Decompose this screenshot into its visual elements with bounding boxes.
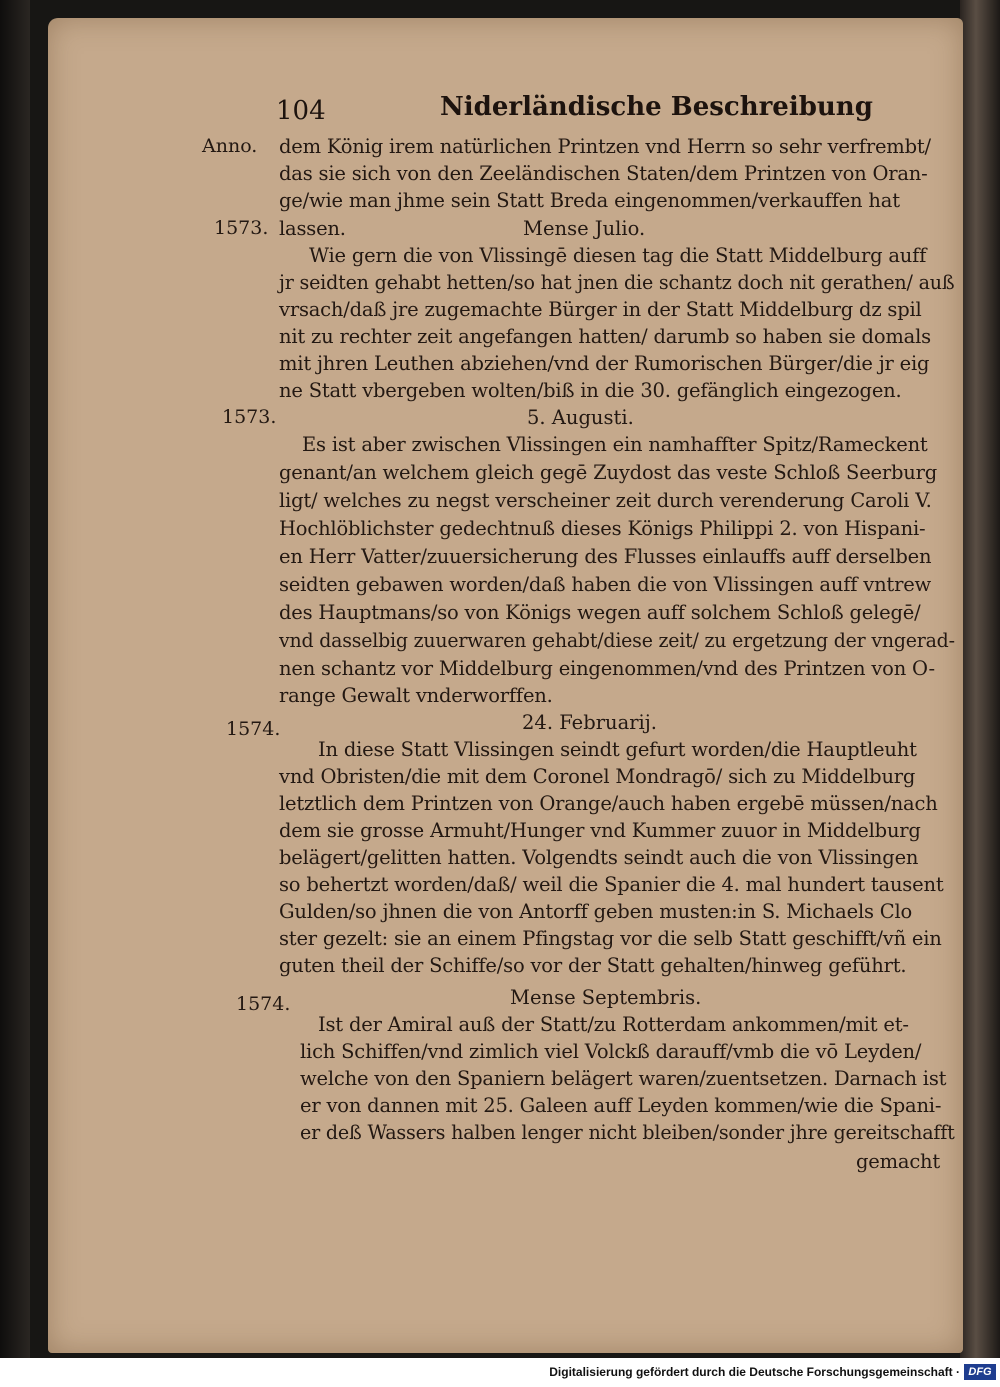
text-line: mit jhren Leuthen abziehen/vnd der Rumorischen Bürger/die jr eig	[279, 352, 930, 375]
text-line: dem sie grosse Armuht/Hunger vnd Kummer zuuor in Middelburg	[279, 819, 921, 842]
text-line: er deß Wassers halben lenger nicht bleiben/sonder jhre gereitschafft	[300, 1121, 955, 1144]
text-line: welche von den Spaniern belägert waren/zuentsetzen. Darnach ist	[300, 1067, 947, 1090]
page-edge-right	[960, 0, 1000, 1358]
text-line: vrsach/daß jre zugemachte Bürger in der Statt Middelburg dz spil	[279, 298, 922, 321]
text-line: seidten gebawen worden/daß haben die von Vlissingen auff vntrew	[279, 573, 932, 596]
text-line: dem König irem natürlichen Printzen vnd Herrn so sehr verfrembt/	[279, 135, 931, 158]
text-line: so behertzt worden/daß/ weil die Spanier die 4. mal hundert tausent	[279, 873, 944, 896]
text-line: en Herr Vatter/zuuersicherung des Flusses einlauffs auff derselben	[279, 545, 932, 568]
margin-note-year: 1573.	[222, 406, 277, 428]
text-line: Gulden/so jhnen die von Antorff geben musten:in S. Michaels Clo	[279, 900, 913, 923]
text-line: nit zu rechter zeit angefangen hatten/ darumb so haben sie domals	[279, 325, 931, 348]
dfg-logo: DFG	[964, 1364, 996, 1380]
text-line: Es ist aber zwischen Vlissingen ein namhaffter Spitz/Rameckent	[302, 433, 928, 456]
margin-note-year: 1574.	[226, 718, 281, 740]
catchword: gemacht	[856, 1150, 941, 1173]
text-line: vnd Obristen/die mit dem Coronel Mondragō/ sich zu Middelburg	[279, 765, 916, 788]
text-line: ligt/ welches zu negst verscheiner zeit durch verenderung Caroli V.	[279, 489, 932, 512]
text-line: ne Statt vbergeben wolten/biß in die 30. gefänglich eingezogen.	[279, 379, 902, 402]
running-title: Niderländische Beschreibung	[440, 92, 873, 122]
margin-note-year: 1574.	[236, 993, 291, 1015]
text-line: Ist der Amiral auß der Statt/zu Rotterdam ankommen/mit et-	[318, 1013, 909, 1036]
text-line: In diese Statt Vlissingen seindt gefurt worden/die Hauptleuht	[318, 738, 917, 761]
text-line: guten theil der Schiffe/so vor der Statt gehalten/hinweg geführt.	[279, 954, 907, 977]
text-line: er von dannen mit 25. Galeen auff Leyden kommen/wie die Spani-	[300, 1094, 942, 1117]
date-heading: 5. Augusti.	[527, 406, 634, 429]
text-line: jr seidten gehabt hetten/so hat jnen die schantz doch nit gerathen/ auß	[279, 271, 955, 294]
text-line: des Hauptmans/so von Königs wegen auff solchem Schloß gelegē/	[279, 601, 921, 624]
text-line: nen schantz vor Middelburg eingenommen/vnd des Printzen von O-	[279, 657, 935, 680]
text-line: belägert/gelitten hatten. Volgendts seindt auch die von Vlissingen	[279, 846, 919, 869]
funding-notice: Digitalisierung gefördert durch die Deutsche Forschungsgemeinschaft ·	[549, 1365, 960, 1379]
text-line: ge/wie man jhme sein Statt Breda eingenommen/verkauffen hat	[279, 189, 900, 212]
text-line: range Gewalt vnderworffen.	[279, 684, 553, 707]
page-number: 104	[276, 96, 326, 126]
text-line: genant/an welchem gleich gegē Zuydost das veste Schloß Seerburg	[279, 461, 938, 484]
text-line: lich Schiffen/vnd zimlich viel Volckß darauff/vmb die vō Leyden/	[300, 1040, 922, 1063]
text-line: vnd dasselbig zuuerwaren gehabt/diese zeit/ zu ergetzung der vngerad-	[279, 629, 955, 652]
date-heading: Mense Septembris.	[510, 986, 702, 1009]
margin-note-year: 1573.	[214, 217, 269, 239]
text-line: lassen.	[279, 217, 346, 240]
footer-bar	[0, 1358, 1000, 1387]
margin-note-anno: Anno.	[202, 135, 258, 157]
text-line: letztlich dem Printzen von Orange/auch haben ergebē müssen/nach	[279, 792, 938, 815]
date-heading: 24. Februarij.	[522, 711, 658, 734]
text-line: Wie gern die von Vlissingē diesen tag die Statt Middelburg auff	[309, 244, 927, 267]
text-line: ster gezelt: sie an einem Pfingstag vor die selb Statt geschifft/vñ ein	[279, 927, 942, 950]
text-line: Hochlöblichster gedechtnuß dieses Königs Philippi 2. von Hispani-	[279, 517, 926, 540]
date-heading: Mense Julio.	[523, 217, 646, 240]
text-line: das sie sich von den Zeeländischen Staten/dem Printzen von Oran-	[279, 162, 928, 185]
book-binding-edge	[0, 0, 30, 1358]
